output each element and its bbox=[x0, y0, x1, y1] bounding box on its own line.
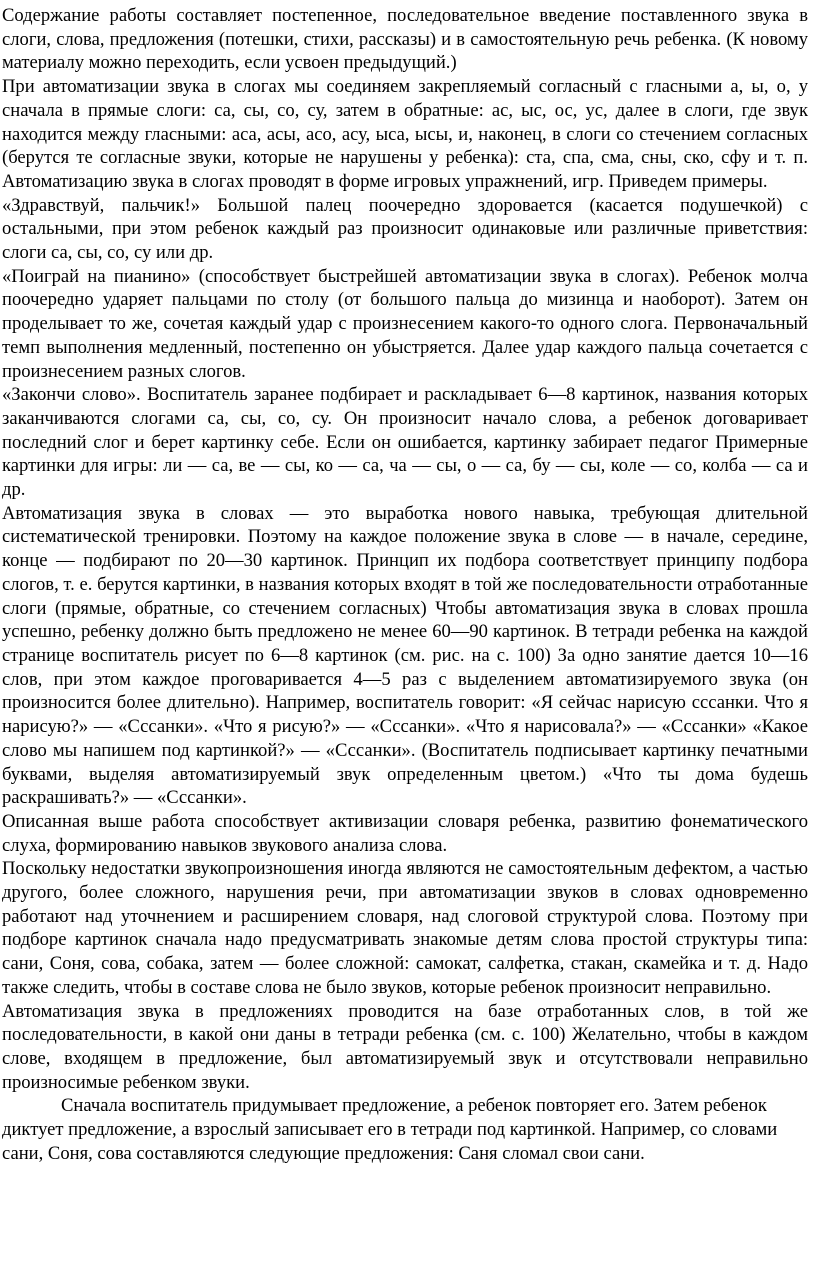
paragraph-pronunciation-defects: Поскольку недостатки звукопроизношения иногда являются не самостоятельным дефектом, а частью другого, более сложного, нарушения речи, при автоматизации звуков в словах одновременно работают над уточнением и расширением словаря, над слоговой структурой слова. Поэтому при подборе картинок сначала надо предусматривать знакомые детям слова простой структуры типа: сани, Соня, сова, собака, затем — более сложной: самокат, салфетка, стакан, скамейка и т. д. Надо также следить, чтобы в составе слова не было звуков, которые ребенок произносит неправильно. bbox=[2, 858, 808, 998]
paragraph-game-hello-finger: «Здравствуй, пальчик!» Большой палец поочередно здоровается (касается подушечкой) с остальными, при этом ребенок каждый раз произносит одинаковые или различные приветствия: слоги са, сы, со, су или др. bbox=[2, 194, 808, 264]
paragraph-game-piano: «Поиграй на пианино» (способствует быстрейшей автоматизации звука в слогах). Ребенок молча поочередно ударяет пальцами по столу (от большого пальца до мизинца и наоборот). Затем он проделывает то же, сочетая каждый удар с произнесением какого-то одного слога. Первоначальный темп выполнения медленный, постепенно он убыстряется. Далее удар каждого пальца сочетается с произнесением разных слогов. bbox=[2, 265, 808, 382]
paragraph-sentence-example: Сначала воспитатель придумывает предложение, а ребенок повторяет его. Затем ребенок диктует предложение, а взрослый записывает его в тетради под картинкой. Например, со словами сани, Соня, сова составляются следующие предложения: Саня сломал свои сани. bbox=[2, 1095, 778, 1164]
paragraph-syllables: При автоматизации звука в слогах мы соединяем закрепляемый согласный с гласными а, ы, о, у сначала в прямые слоги: са, сы, со, су, затем в обратные: ас, ыс, ос, ус, далее в слоги, где звук находится между гласными: аса, асы, асо, асу, ыса, ысы, и, наконец, в слоги со стечением согласных (берутся те согласные звуки, которые не нарушены у ребенка): ста, спа, сма, сны, ско, сфу и т. п. Автоматизацию звука в слогах проводят в форме игровых упражнений, игр. Приведем примеры. bbox=[2, 76, 808, 192]
paragraph-sentences-automation: Автоматизация звука в предложениях проводится на базе отработанных слов, в той же последовательности, в какой они даны в тетради ребенка (см. с. 100) Желательно, чтобы в каждом слове, входящем в предложение, был автоматизируемый звук и отсутствовали неправильно произносимые ребенком звуки. bbox=[2, 1000, 808, 1093]
paragraph-game-finish-word: «Закончи слово». Воспитатель заранее подбирает и раскладывает 6—8 картинок, названия которых заканчиваются слогами са, сы, со, су. Он произносит начало слова, а ребенок договаривает последний слог и берет картинку себе. Если он ошибается, картинку забирает педагог Примерные картинки для игры: ли — са, ве — сы, ко — са, ча — сы, о — са, бу — сы, коле — со, колба — са и др. bbox=[2, 384, 808, 501]
paragraph-vocabulary: Описанная выше работа способствует активизации словаря ребенка, развитию фонематического слуха, формированию навыков звукового анализа слова. bbox=[2, 810, 808, 856]
paragraph-intro: Содержание работы составляет постепенное, последовательное введение поставленного звука в слоги, слова, предложения (потешки, стихи, рассказы) и в самостоятельную речь ребенка. (К новому материалу можно переходить, если усвоен предыдущий.) bbox=[2, 5, 808, 74]
paragraph-words-automation: Автоматизация звука в словах — это выработка нового навыка, требующая длительной систематической тренировки. Поэтому на каждое положение звука в слове — в начале, середине, конце — подбирают по 20—30 картинок. Принцип их подбора соответствует принципу подбора слогов, т. е. берутся картинки, в названия которых входят в той же последовательности отработанные слоги (прямые, обратные, со стечением согласных) Чтобы автоматизация звука в словах прошла успешно, ребенку должно быть предложено не менее 60—90 картинок. В тетради ребенка на каждой странице воспитатель рисует по 6—8 картинок (см. рис. на с. 100) За одно занятие дается 10—16 слов, при этом каждое проговаривается 4—5 раз с выделением автоматизируемого звука (он произносится более длительно). Например, воспитатель говорит: «Я сейчас нарисую сссанки. Что я нарисую?» — «Сссанки». «Что я рисую?» — «Сссанки». «Что я нарисовала?» — «Сссанки» «Какое слово мы напишем под картинкой?» — «Сссанки». (Воспитатель подписывает картинку печатными буквами, выделяя автоматизируемый звук определенным цветом.) «Что ты дома будешь раскрашивать?» — «Сссанки». bbox=[2, 502, 808, 809]
